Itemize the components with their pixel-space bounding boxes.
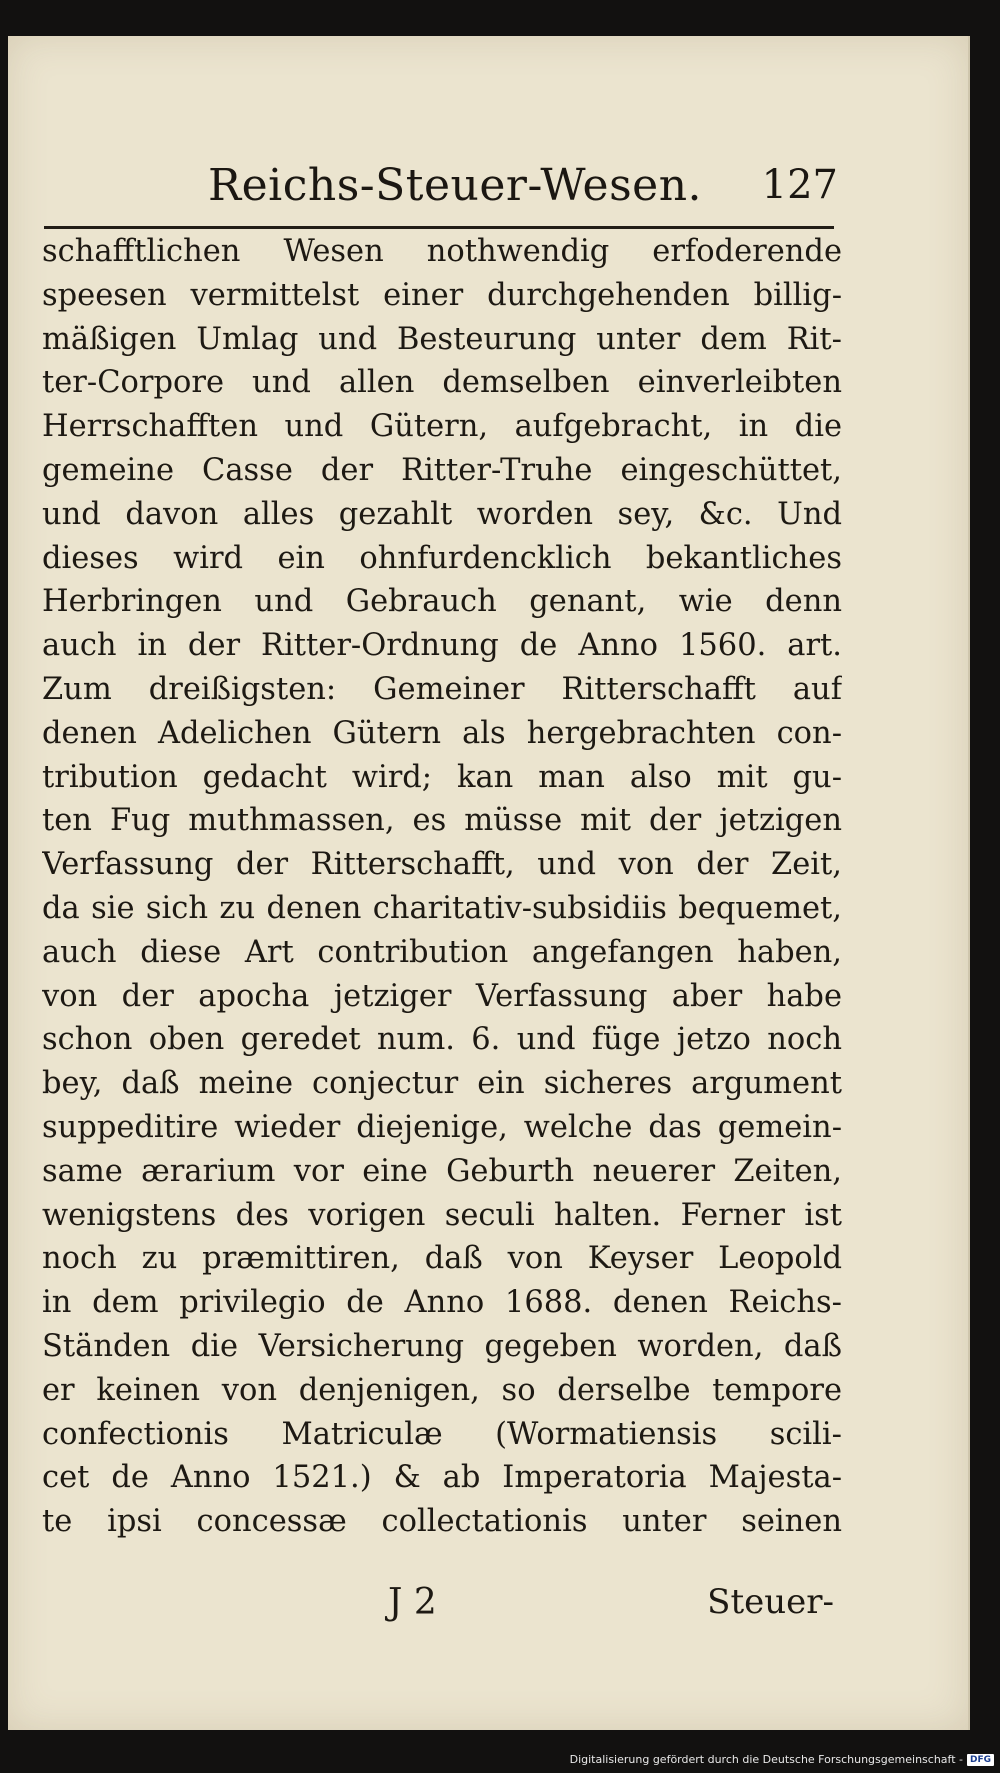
text-line: speesen vermittelst einer durchgehenden billig- xyxy=(42,277,842,313)
digitization-credit xyxy=(570,1753,994,1766)
body-text xyxy=(42,230,842,1544)
signature-mark: J 2 xyxy=(388,1582,437,1623)
header-rule xyxy=(44,226,834,229)
text-line: te ipsi concessæ collectationis unter seinen xyxy=(42,1504,842,1540)
running-title: Reichs-Steuer-Wesen. xyxy=(208,160,703,211)
text-line: bey, daß meine conjectur ein sicheres argument xyxy=(42,1066,842,1102)
text-line: mäßigen Umlag und Besteurung unter dem Rit- xyxy=(42,321,842,357)
text-line: schon oben geredet num. 6. und füge jetzo noch xyxy=(42,1022,842,1058)
text-line: er keinen von denjenigen, so derselbe tempore xyxy=(42,1372,842,1408)
catchword: Steuer- xyxy=(707,1582,834,1622)
text-line: Ständen die Versicherung gegeben worden, daß xyxy=(42,1328,842,1364)
text-line: und davon alles gezahlt worden sey, &c. Und xyxy=(42,496,842,532)
text-line: denen Adelichen Gütern als hergebrachten con- xyxy=(42,715,842,751)
page-footer xyxy=(44,1582,834,1632)
text-line: Herrschafften und Gütern, aufgebracht, in die xyxy=(42,409,842,445)
text-line: cet de Anno 1521.) & ab Imperatoria Majesta- xyxy=(42,1460,842,1496)
text-line: von der apocha jetziger Verfassung aber habe xyxy=(42,978,842,1014)
text-line: same ærarium vor eine Geburth neuerer Zeiten, xyxy=(42,1153,842,1189)
text-line: Herbringen und Gebrauch genant, wie denn xyxy=(42,584,842,620)
text-line: da sie sich zu denen charitativ-subsidiis bequemet, xyxy=(42,890,842,926)
text-line: noch zu præmittiren, daß von Keyser Leopold xyxy=(42,1241,842,1277)
text-line: gemeine Casse der Ritter-Truhe eingeschüttet, xyxy=(42,452,842,488)
text-line: in dem privilegio de Anno 1688. denen Reichs- xyxy=(42,1285,842,1321)
text-line: suppeditire wieder diejenige, welche das gemein- xyxy=(42,1109,842,1145)
dfg-logo-icon: DFG xyxy=(967,1754,994,1766)
text-line: Zum dreißigsten: Gemeiner Ritterschafft auf xyxy=(42,671,842,707)
text-line: schafftlichen Wesen nothwendig erfoderende xyxy=(42,234,842,269)
text-line: wenigstens des vorigen seculi halten. Ferner ist xyxy=(42,1197,842,1233)
text-line: auch diese Art contribution angefangen haben, xyxy=(42,934,842,970)
text-line: ter-Corpore und allen demselben einverleibten xyxy=(42,365,842,401)
text-line: confectionis Matriculæ (Wormatiensis scili- xyxy=(42,1416,842,1452)
text-line: dieses wird ein ohnfurdencklich bekantliches xyxy=(42,540,842,576)
text-line: ten Fug muthmassen, es müsse mit der jetzigen xyxy=(42,803,842,839)
text-line: tribution gedacht wird; kan man also mit gu- xyxy=(42,759,842,795)
text-line: auch in der Ritter-Ordnung de Anno 1560. art. xyxy=(42,628,842,664)
page-header xyxy=(208,118,838,228)
credit-text: Digitalisierung gefördert durch die Deutsche Forschungsgemeinschaft - xyxy=(569,1753,963,1766)
text-line: Verfassung der Ritterschafft, und von der Zeit, xyxy=(42,847,842,883)
book-page xyxy=(8,36,970,1730)
page-number: 127 xyxy=(761,162,838,208)
